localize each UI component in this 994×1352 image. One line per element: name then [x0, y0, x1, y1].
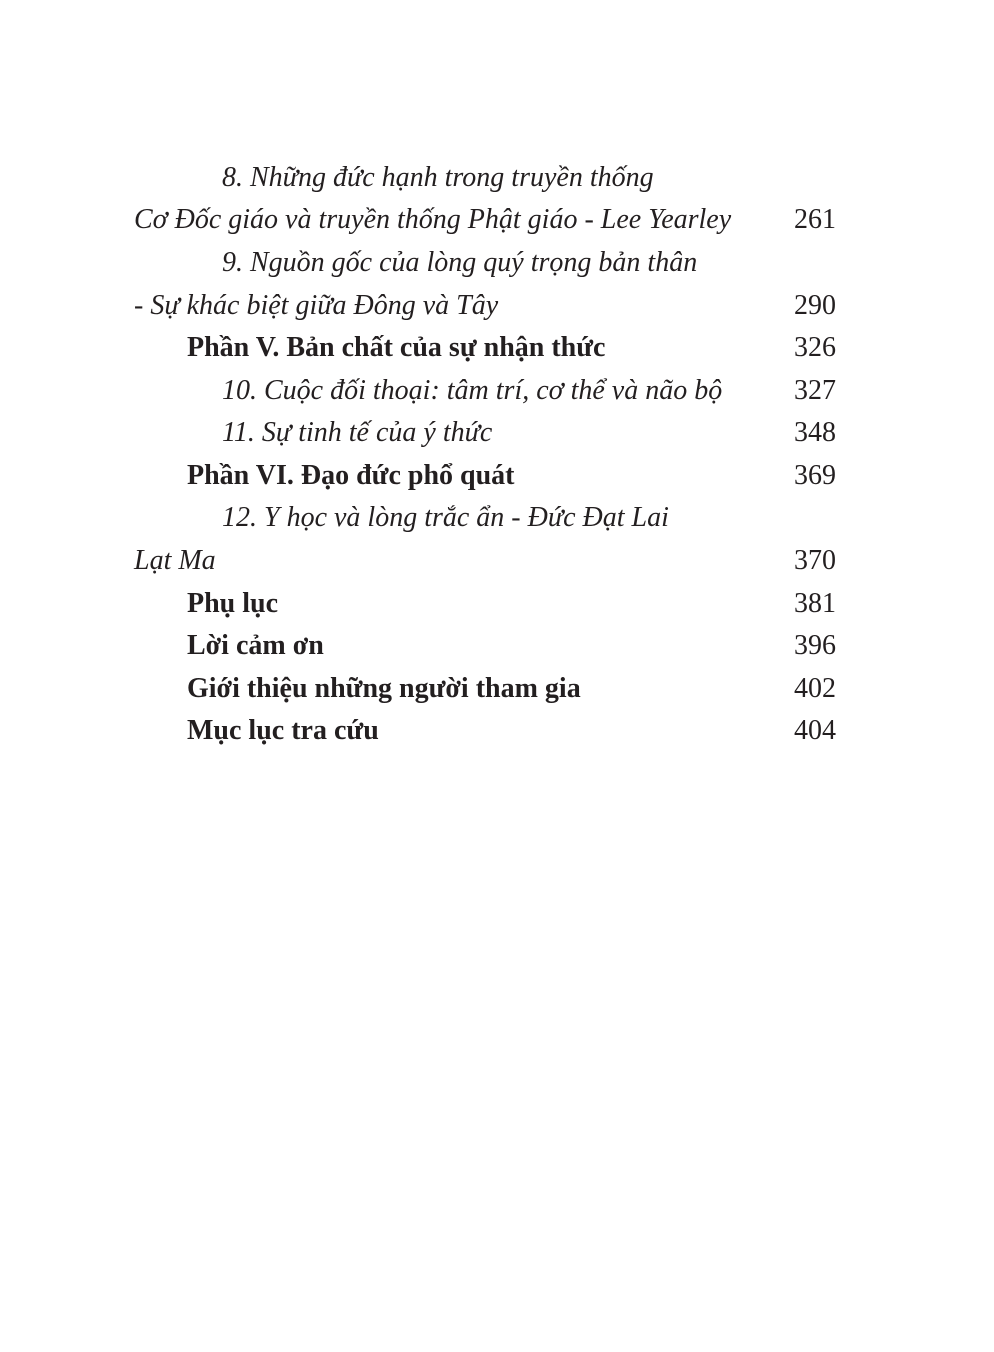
toc-entry-title: Phần VI. Đạo đức phổ quát — [187, 460, 515, 491]
toc-entry-chapter-8[interactable] — [0, 158, 994, 198]
toc-entry-chapter-12[interactable] — [0, 498, 994, 538]
toc-entry-title: 11. Sự tinh tế của ý thức — [222, 417, 493, 448]
toc-entry-title: Cơ Đốc giáo và truyền thống Phật giáo - Lee Yearley — [134, 204, 732, 235]
toc-entry-title: Phụ lục — [187, 588, 279, 619]
toc-page-number: 402 — [794, 673, 836, 704]
toc-entry-title: Phần V. Bản chất của sự nhận thức — [187, 332, 606, 363]
toc-entry-title: Giới thiệu những người tham gia — [187, 673, 581, 704]
toc-entry-title: Lạt Ma — [134, 545, 216, 576]
toc-entry-title: Mục lục tra cứu — [187, 715, 379, 746]
toc-entry-chapter-12-continued[interactable] — [0, 541, 994, 581]
toc-entry-chapter-8-continued[interactable] — [0, 200, 994, 240]
toc-entry-contributors[interactable] — [0, 669, 994, 709]
toc-page-number: 370 — [794, 545, 836, 576]
toc-page-number: 404 — [794, 715, 836, 746]
toc-entry-chapter-10[interactable] — [0, 371, 994, 411]
toc-entry-title: Lời cảm ơn — [187, 630, 324, 661]
toc-entry-acknowledgments[interactable] — [0, 626, 994, 666]
toc-entry-chapter-11[interactable] — [0, 413, 994, 453]
toc-page-number: 348 — [794, 417, 836, 448]
toc-entry-chapter-9[interactable] — [0, 243, 994, 283]
toc-entry-title: - Sự khác biệt giữa Đông và Tây — [134, 290, 499, 321]
toc-entry-title: 8. Những đức hạnh trong truyền thống — [222, 162, 654, 193]
toc-page-number: 326 — [794, 332, 836, 363]
toc-page-number: 396 — [794, 630, 836, 661]
toc-entry-title: 12. Y học và lòng trắc ẩn - Đức Đạt Lai — [222, 502, 669, 533]
toc-entry-index[interactable] — [0, 711, 994, 751]
toc-page-number: 369 — [794, 460, 836, 491]
toc-entry-appendix[interactable] — [0, 584, 994, 624]
toc-page-number: 327 — [794, 375, 836, 406]
toc-page-number: 261 — [794, 204, 836, 235]
toc-entry-title: 10. Cuộc đối thoại: tâm trí, cơ thể và não bộ — [222, 375, 723, 406]
toc-entry-part-6[interactable] — [0, 456, 994, 496]
toc-entry-title: 9. Nguồn gốc của lòng quý trọng bản thân — [222, 247, 698, 278]
toc-page-number: 290 — [794, 290, 836, 321]
toc-entry-chapter-9-continued[interactable] — [0, 286, 994, 326]
toc-entry-part-5[interactable] — [0, 328, 994, 368]
toc-page-number: 381 — [794, 588, 836, 619]
